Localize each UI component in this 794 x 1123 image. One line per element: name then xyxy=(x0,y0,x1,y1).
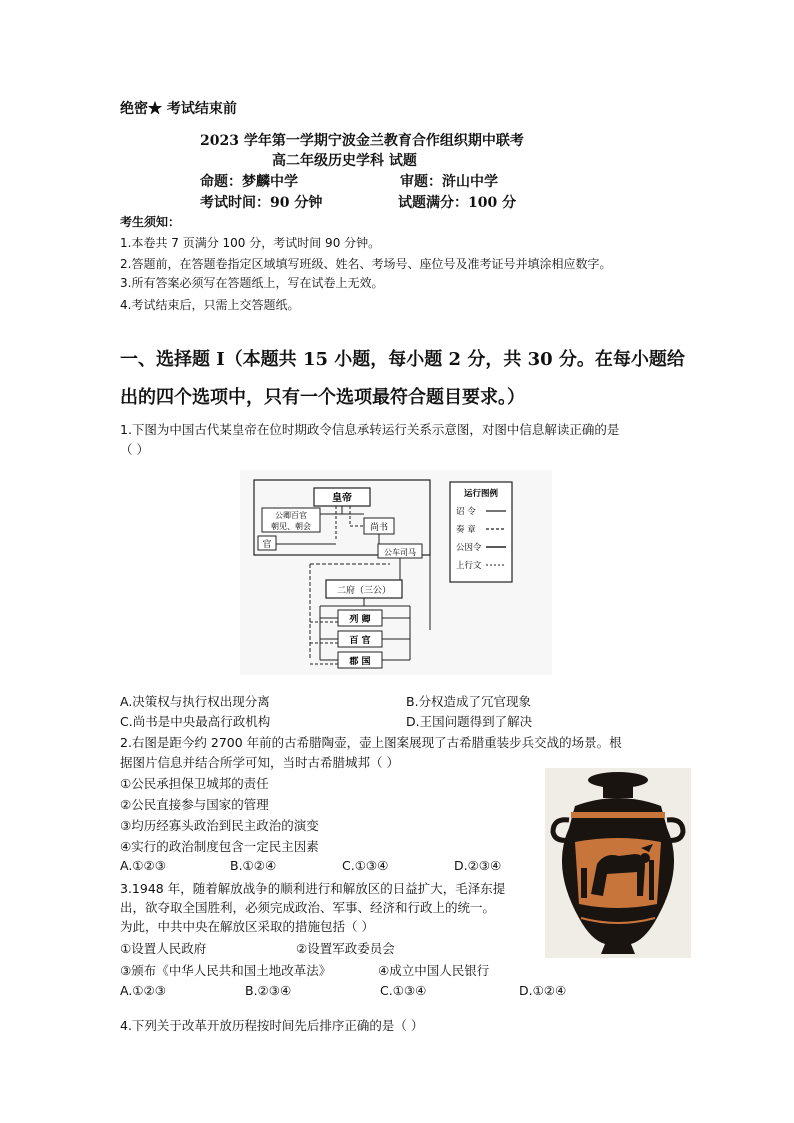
q2-option-d: D.②③④ xyxy=(454,858,502,873)
greek-vase-image xyxy=(545,768,691,958)
shangshu-label: 尚书 xyxy=(369,523,389,533)
section-heading-line2: 出的四个选项中，只有一个选项最符合题目要求。） xyxy=(120,387,525,408)
q2-item: ③均历经寡头政治到民主政治的演变 xyxy=(120,818,319,833)
q2-option-b: B.①②④ xyxy=(230,858,277,873)
gongche-label: 公车司马 xyxy=(384,548,416,557)
q1-stem-paren: （ ） xyxy=(120,442,149,457)
secrecy-label: 绝密★ 考试结束前 xyxy=(120,101,237,117)
q3-item: ④成立中国人民银行 xyxy=(378,963,490,978)
q3-stem-3: 为此，中共中央在解放区采取的措施包括（ ） xyxy=(120,919,374,934)
legend-item: 诏 令 xyxy=(456,507,476,517)
q1-diagram xyxy=(240,470,552,675)
court-label: 公卿百官 xyxy=(275,511,307,520)
q2-stem: 2.右图是距今约 2700 年前的古希腊陶壶，壶上图案展现了古希腊重装步兵交战的场景。根 xyxy=(120,735,622,750)
notice-heading: 考生须知： xyxy=(120,215,181,229)
q3-option-d: D.①②④ xyxy=(519,983,567,998)
q3-item: ①设置人民政府 xyxy=(120,941,207,956)
q2-option-c: C.①③④ xyxy=(342,858,389,873)
setter-label: 命题：梦麟中学 xyxy=(200,174,298,190)
lieqing-label: 列 卿 xyxy=(349,615,371,625)
court-label-2: 朝见、朝会 xyxy=(271,522,311,531)
q1-stem: 1.下图为中国古代某皇帝在位时期政令信息承转运行关系示意图，对图中信息解读正确的是 xyxy=(120,422,620,437)
time-label: 考试时间：90 分钟 xyxy=(200,195,323,211)
reviewer-label: 审题：浒山中学 xyxy=(400,174,498,190)
q2-item: ②公民直接参与国家的管理 xyxy=(120,797,269,812)
q3-option-b: B.②③④ xyxy=(245,983,292,998)
q1-option-b: B.分权造成了冗官现象 xyxy=(406,694,532,709)
q2-stem-2: 据图片信息并结合所学可知，当时古希腊城邦（ ） xyxy=(120,755,399,770)
legend-item: 公因令 xyxy=(456,543,482,553)
legend-item: 奏 章 xyxy=(456,525,476,535)
section-heading-line1: 一、选择题 I（本题共 15 小题，每小题 2 分，共 30 分。在每小题给 xyxy=(120,349,685,370)
q2-item: ④实行的政治制度包含一定民主因素 xyxy=(120,839,319,854)
q1-option-d: D.王国问题得到了解决 xyxy=(406,714,533,729)
baiguan-label: 百 官 xyxy=(349,636,371,646)
notice-item: 3.所有答案必须写在答题纸上，写在试卷上无效。 xyxy=(120,276,384,290)
notice-item: 2.答题前，在答题卷指定区域填写班级、姓名、考场号、座位号及准考证号并填涂相应数字。 xyxy=(120,257,612,271)
q3-item: ②设置军政委员会 xyxy=(296,941,395,956)
q3-stem: 3.1948 年，随着解放战争的顺利进行和解放区的日益扩大，毛泽东提 xyxy=(120,881,506,896)
exam-subtitle: 高二年级历史学科 试题 xyxy=(272,153,417,169)
notice-item: 1.本卷共 7 页满分 100 分，考试时间 90 分钟。 xyxy=(120,236,381,250)
legend-title: 运行图例 xyxy=(463,489,499,499)
erfu-label: 二府（三公） xyxy=(336,586,392,596)
q3-option-c: C.①③④ xyxy=(380,983,427,998)
q4-stem: 4.下列关于改革开放历程按时间先后排序正确的是（ ） xyxy=(120,1018,424,1033)
q3-item: ③颁布《中华人民共和国土地改革法》 xyxy=(120,963,332,978)
q2-option-a: A.①②③ xyxy=(120,858,166,873)
score-label: 试题满分：100 分 xyxy=(398,195,517,211)
q2-item: ①公民承担保卫城邦的责任 xyxy=(120,776,269,791)
exam-title: 2023 学年第一学期宁波金兰教育合作组织期中联考 xyxy=(200,133,524,149)
q3-option-a: A.①②③ xyxy=(120,983,166,998)
emperor-label: 皇帝 xyxy=(332,493,352,504)
legend-item: 上行文 xyxy=(456,561,482,571)
notice-item: 4.考试结束后，只需上交答题纸。 xyxy=(120,298,300,312)
q3-stem-2: 出，欲夺取全国胜利，必须完成政治、军事、经济和行政上的统一。 xyxy=(120,900,496,915)
junguo-label: 郡 国 xyxy=(349,657,371,667)
q1-option-c: C.尚书是中央最高行政机构 xyxy=(120,714,271,729)
q1-option-a: A.决策权与执行权出现分离 xyxy=(120,694,270,709)
guan-label: 官 xyxy=(262,540,272,550)
